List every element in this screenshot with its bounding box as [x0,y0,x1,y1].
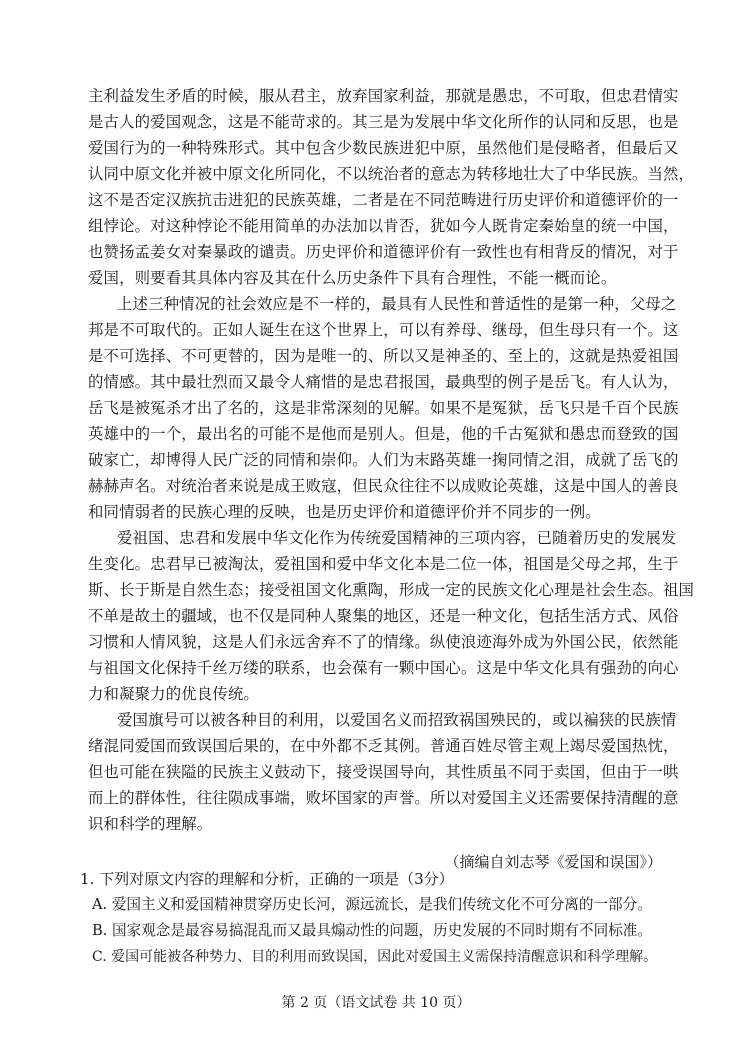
article-line: 绪混同爱国而致误国后果的，在中外都不乏其例。普通百姓尽管主观上竭尽爱国热忱， [88,737,679,755]
article-line: 上述三种情况的社会效应是不一样的，最具有人民性和普适性的是第一种，父母之 [117,295,677,313]
article-line: 岳飞是被冤杀才出了名的，这是非常深刻的见解。如果不是冤狱，岳飞只是千百个民族 [88,399,679,417]
article-line: 而上的群体性，往往陨成事端，败坏国家的声誉。所以对爱国主义还需要保持清醒的意 [88,789,679,807]
article-line: 邦是不可取代的。正如人诞生在这个世界上，可以有养母、继母，但生母只有一个。这 [88,321,679,339]
article-line: 爱国行为的一种特殊形式。其中包含少数民族进犯中原，虽然他们是侵略者，但最后又 [88,139,679,157]
article-line: 力和凝聚力的优良传统。 [88,685,259,703]
article-line: 爱国旗号可以被各种目的利用，以爱国名义而招致祸国殃民的，或以褊狭的民族情 [117,711,677,729]
article-line: 是古人的爱国观念，这是不能苛求的。其三是为发展中华文化所作的认同和反思，也是 [88,113,679,131]
option-b: B. 国家观念是最容易搞混乱而又最具煽动性的问题，历史发展的不同时期有不同标准。 [92,922,652,939]
article-line: 是不可选择、不可更替的，因为是唯一的、所以又是神圣的、至上的，这就是热爱祖国 [88,347,679,365]
article-line: 赫赫声名。对统治者来说是成王败寇，但民众往往不以成败论英雄，这是中国人的善良 [88,477,679,495]
article-line: 不单是故土的疆域，也不仅是同种人聚集的地区，还是一种文化，包括生活方式、风俗 [88,607,679,625]
article-line: 也赞扬孟姜女对秦暴政的谴责。历史评价和道德评价有一致性也有相背反的情况，对于 [88,243,679,261]
article-line: 组悖论。对这种悖论不能用简单的办法加以肯否，犹如今人既肯定秦始皇的统一中国， [88,217,679,235]
option-a: A. 爱国主义和爱国精神贯穿历史长河，源远流长，是我们传统文化不可分离的一部分。 [92,896,652,913]
article-line: 主利益发生矛盾的时候，服从君主，放弃国家利益，那就是愚忠，不可取，但忠君情实 [88,87,679,105]
article-line: 的情感。其中最壮烈而又最令人痛惜的是忠君报国，最典型的例子是岳飞。有人认为， [88,373,679,391]
article-line: 和同情弱者的民族心理的反映，也是历史评价和道德评价并不同步的一例。 [88,503,601,521]
article-line: 破家亡，却博得人民广泛的同情和崇仰。人们为末路英雄一掬同情之泪，成就了岳飞的 [88,451,679,469]
article-line: 与祖国文化保持千丝万缕的联系，也会葆有一颗中国心。这是中华文化具有强劲的向心 [88,659,679,677]
question-stem: 1. 下列对原文内容的理解和分析，正确的一项是（3分） [80,870,454,888]
article-line: 斯、长于斯是自然生态；接受祖国文化熏陶，形成一定的民族文化心理是社会生态。祖国 [88,581,695,599]
article-line: 识和科学的理解。 [88,815,213,833]
article-source: （摘编自刘志琴《爱国和误国》） [444,853,662,871]
article-line: 习惯和人情风貌，这是人们永远舍弃不了的情缘。纵使浪迹海外成为外国公民，依然能 [88,633,679,651]
article-line: 这不是否定汉族抗击进犯的民族英雄，二者是在不同范畴进行历史评价和道德评价的一 [88,191,679,209]
option-c: C. 爱国可能被各种势力、目的利用而致误国，因此对爱国主义需保持清醒意识和科学理解。 [92,949,658,965]
page-footer: 第 2 页（语文试卷 共 10 页） [281,995,471,1011]
article-line: 英雄中的一个，最出名的可能不是他而是别人。但是，他的千古冤狱和愚忠而登致的国 [88,425,679,443]
article-line: 但也可能在狭隘的民族主义鼓动下，接受误国导向，其性质虽不同于卖国，但由于一哄 [88,763,679,781]
article-line: 爱祖国、忠君和发展中华文化作为传统爱国精神的三项内容，已随着历史的发展发 [117,529,677,547]
article-line: 生变化。忠君早已被淘汰，爱祖国和爱中华文化本是二位一体，祖国是父母之邦，生于 [88,555,679,573]
article-line: 认同中原文化并被中原文化所同化，不以统治者的意志为转移地壮大了中华民族。当然， [88,165,695,183]
article-line: 爱国，则要看其具体内容及其在什么历史条件下具有合理性，不能一概而论。 [88,269,617,287]
